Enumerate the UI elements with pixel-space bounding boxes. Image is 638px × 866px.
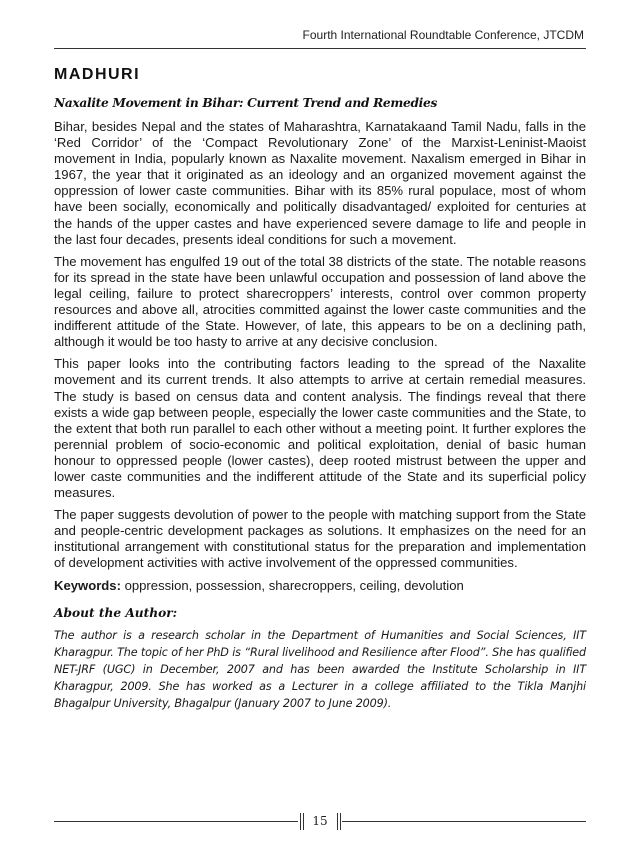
- abstract-paragraph-4: The paper suggests devolution of power to the people with matching support from the State and people-centric development packages as solutions. It emphasizes on the need for an institutional arrangement with constitutional status for the preparation and implementation of development activities with active involvement of the oppressed communities.: [54, 507, 586, 571]
- running-header: Fourth International Roundtable Conference, JTCDM: [302, 28, 584, 42]
- abstract-paragraph-3: This paper looks into the contributing factors leading to the spread of the Naxalite movement and its current trends. It also attempts to arrive at certain remedial measures. The study is based on census data and content analysis. The findings reveal that there exists a wide gap between people, especially the lower caste communities and the State, to the extent that both run parallel to each other without a meeting point. It further explores the perennial problem of socio-economic and political exploitation, denial of basic human honour to oppressed people (lower castes), deep rooted mistrust between the upper and lower caste communities and the indifferent attitude of the State and its superficial policy measures.: [54, 356, 586, 501]
- abstract-paragraph-1: Bihar, besides Nepal and the states of Maharashtra, Karnatakaand Tamil Nadu, falls in the ‘Red Corridor’ of the ‘Compact Revolutionary Zone’ of the Marxist-Leninist-Maoist movement in India, popularly known as Naxalite movement. Naxalism emerged in Bihar in 1967, the year that it originated as an ideology and an organized movement against the oppression of lower caste communities. Bihar with its 85% rural populace, most of whom have been socially, economically and politically disadvantaged/ exploited for centuries at the hands of the upper castes and have experienced severe damage to life and people in the last four decades, presents ideal conditions for such a movement.: [54, 119, 586, 247]
- keywords-label: Keywords:: [54, 577, 121, 593]
- keywords-list: oppression, possession, sharecroppers, ceiling, devolution: [120, 577, 464, 593]
- page-number: 15: [312, 814, 328, 828]
- header-rule: [54, 48, 586, 49]
- about-author-text: The author is a research scholar in the Department of Humanities and Social Sciences, IIT Kharagpur. The topic of her PhD is “Rural livelihood and Resilience after Flood”. She has qualified NET-JRF (UGC) in December, 2007 and has been awarded the Institute Scholarship in IIT Kharagpur, 2009. She has worked as a Lecturer in a college affiliated to the Tikla Manjhi Bhagalpur University, Bhagalpur (January 2007 to June 2009).: [54, 628, 586, 711]
- about-author-heading: About the Author:: [54, 605, 178, 620]
- paper-title: Naxalite Movement in Bihar: Current Trend and Remedies: [54, 96, 438, 110]
- footer-bar-left-inner: [303, 813, 304, 830]
- abstract-paragraph-2: The movement has engulfed 19 out of the total 38 districts of the state. The notable reasons for its spread in the state have been unlawful occupation and possession of land above the legal ceiling, failure to protect sharecroppers’ interests, control over common property resources and above all, atrocities committed against the lower caste communities and the indifferent attitude of the State. However, of late, this appears to be on a declining path, although it would be too hasty to arrive at any decisive conclusion.: [54, 253, 586, 350]
- keywords-line: [54, 578, 586, 594]
- footer-bar-right-inner: [337, 813, 338, 830]
- paper-body: [54, 66, 586, 713]
- footer-bar-left-outer: [300, 813, 301, 830]
- footer-bar-right-outer: [340, 813, 341, 830]
- author-name: MADHURI: [54, 66, 141, 83]
- footer-rule-left: [54, 821, 298, 822]
- page-footer: [54, 812, 586, 832]
- footer-rule-right: [342, 821, 586, 822]
